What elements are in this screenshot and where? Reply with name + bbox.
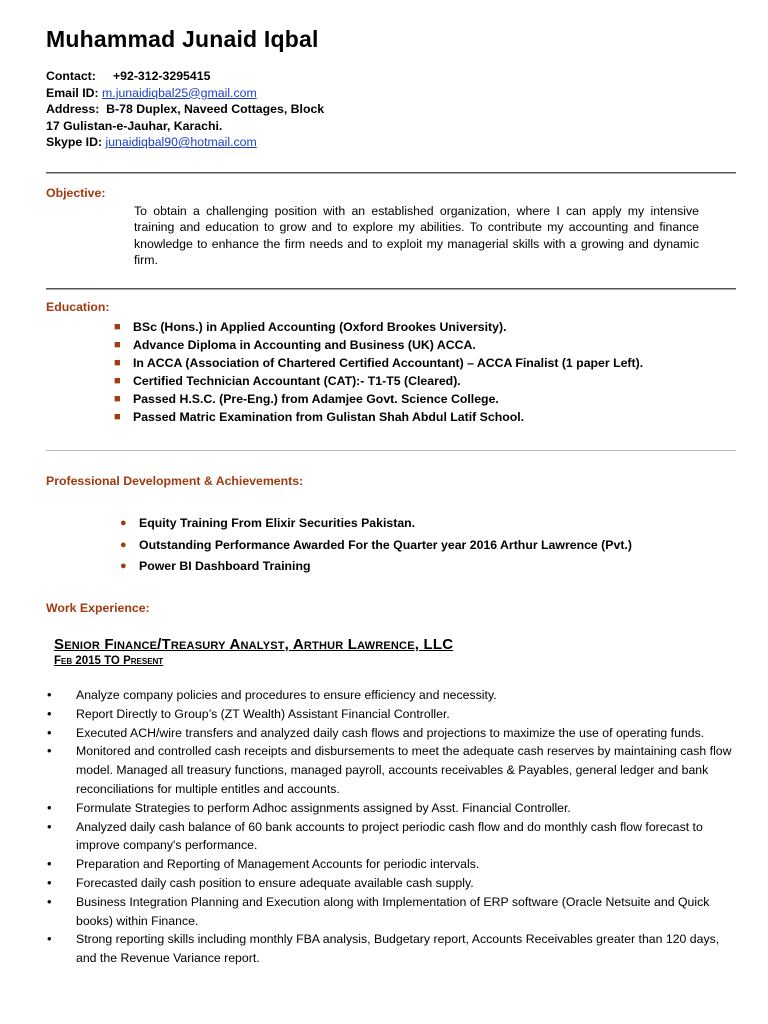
education-heading: Education: [46,300,110,314]
skype-row [46,134,324,151]
education-item: Advance Diploma in Accounting and Business (UK) ACCA. [133,338,476,352]
round-bullet-icon: • [47,799,52,815]
square-bullet-icon: ■ [114,357,121,369]
round-bullet-icon: ● [120,517,127,529]
duty-text: Business Integration Planning and Execution along with Implementation of ERP software (Oracle Netsuite and Quick books) within Finance. [76,894,710,928]
objective-heading: Objective: [46,186,106,200]
list-item [120,535,632,557]
objective-text: To obtain a challenging position with an established organization, where I can apply my intensive training and education to grow and to explore my abilities. To contribute my accounting and finance knowledge to enhance the firm needs and to exploit my managerial skills with a growing and dynamic firm. [134,204,699,267]
list-item [47,818,732,856]
divider [46,450,736,451]
list-item [114,354,644,372]
square-bullet-icon: ■ [114,375,121,387]
email-link[interactable]: m.junaidiqbal25@gmail.com [102,85,257,100]
education-item: BSc (Hons.) in Applied Accounting (Oxford Brookes University). [133,320,507,334]
duty-text: Analyzed daily cash balance of 60 bank accounts to project periodic cash flow and do monthly cash flow forecast to improve company's performance. [76,819,703,853]
list-item [114,372,643,390]
round-bullet-icon: • [47,724,52,740]
skype-link[interactable]: junaidiqbal90@hotmail.com [105,135,257,149]
square-bullet-icon: ■ [114,321,121,333]
list-item [47,742,732,798]
duty-text: Strong reporting skills including monthly FBA analysis, Budgetary report, Accounts Receivables greater than 120 days, and the Revenue Variance report. [76,932,720,966]
address-line-1: B-78 Duplex, Naveed Cottages, Block [106,102,325,116]
development-item: Equity Training From Elixir Securities Pakistan. [139,516,416,530]
round-bullet-icon: • [47,893,52,909]
list-item [47,799,732,818]
list-item [47,724,732,743]
email-label: Email ID: [46,85,99,100]
round-bullet-icon: • [47,874,52,890]
duty-text: Formulate Strategies to perform Adhoc assignments assigned by Asst. Financial Controller. [76,800,571,815]
development-item: Power BI Dashboard Training [139,559,311,573]
candidate-name: Muhammad Junaid Iqbal [46,26,319,52]
education-item: Certified Technician Accountant (CAT):- T1-T5 (Cleared). [133,374,461,388]
list-item [114,408,643,426]
duty-text: Analyze company policies and procedures to ensure efficiency and necessity. [76,688,497,702]
contact-phone: +92-312-3295415 [112,69,211,83]
duty-text: Executed ACH/wire transfers and analyzed daily cash flows and projections to maximize the use of operating funds. [76,725,705,740]
square-bullet-icon: ■ [114,411,121,423]
list-item [120,556,632,578]
round-bullet-icon: • [47,818,52,834]
duty-text: Monitored and controlled cash receipts and disbursements to meet the adequate cash reserves by maintaining cash flow model. Managed all treasury functions, managed payroll, accounts receivables & Payables, general ledger and bank reconciliations for multiple entitles and accounts. [76,744,732,796]
round-bullet-icon: • [47,743,52,759]
round-bullet-icon: • [47,931,52,947]
education-list [114,318,644,426]
list-item [114,390,643,408]
duties-list [47,686,732,968]
work-heading: Work Experience: [46,601,150,615]
list-item [47,705,732,724]
education-item: In ACCA (Association of Chartered Certified Accountant) – ACCA Finalist (1 paper Left). [133,356,644,370]
list-item [114,318,643,336]
list-item [47,874,732,893]
divider [46,288,736,290]
address-label: Address: [46,102,100,116]
round-bullet-icon: ● [120,538,127,551]
divider [46,172,736,174]
development-list [120,513,632,578]
skype-label: Skype ID: [46,135,103,149]
development-item: Outstanding Performance Awarded For the Quarter year 2016 Arthur Lawrence (Pvt.) [139,537,632,552]
job-title: Senior Finance/Treasury Analyst, Arthur Lawrence, LLC [54,636,454,653]
education-item: Passed H.S.C. (Pre-Eng.) from Adamjee Govt. Science College. [133,392,499,406]
contact-block [46,68,324,151]
address-row-2 [46,118,324,135]
duty-text: Preparation and Reporting of Management Accounts for periodic intervals. [76,857,480,872]
email-row [46,85,324,102]
education-item: Passed Matric Examination from Gulistan Shah Abdul Latif School. [133,410,525,424]
round-bullet-icon: • [47,856,52,872]
duty-text: Report Directly to Group’s (ZT Wealth) Assistant Financial Controller. [76,706,450,721]
contact-label: Contact: [46,69,96,83]
address-row [46,101,324,118]
list-item [114,336,643,354]
square-bullet-icon: ■ [114,393,121,405]
development-heading: Professional Development & Achievements: [46,474,304,488]
round-bullet-icon: • [47,705,52,721]
round-bullet-icon: • [47,687,52,702]
list-item [47,686,732,705]
list-item [47,893,732,931]
round-bullet-icon: ● [120,560,127,572]
list-item [120,513,632,535]
square-bullet-icon: ■ [114,339,121,351]
list-item [47,930,732,968]
duty-text: Forecasted daily cash position to ensure adequate available cash supply. [76,875,474,890]
contact-row [46,68,324,85]
job-dates: Feb 2015 TO Present [54,655,164,667]
list-item [47,855,732,874]
address-line-2: 17 Gulistan-e-Jauhar, Karachi. [46,118,223,133]
